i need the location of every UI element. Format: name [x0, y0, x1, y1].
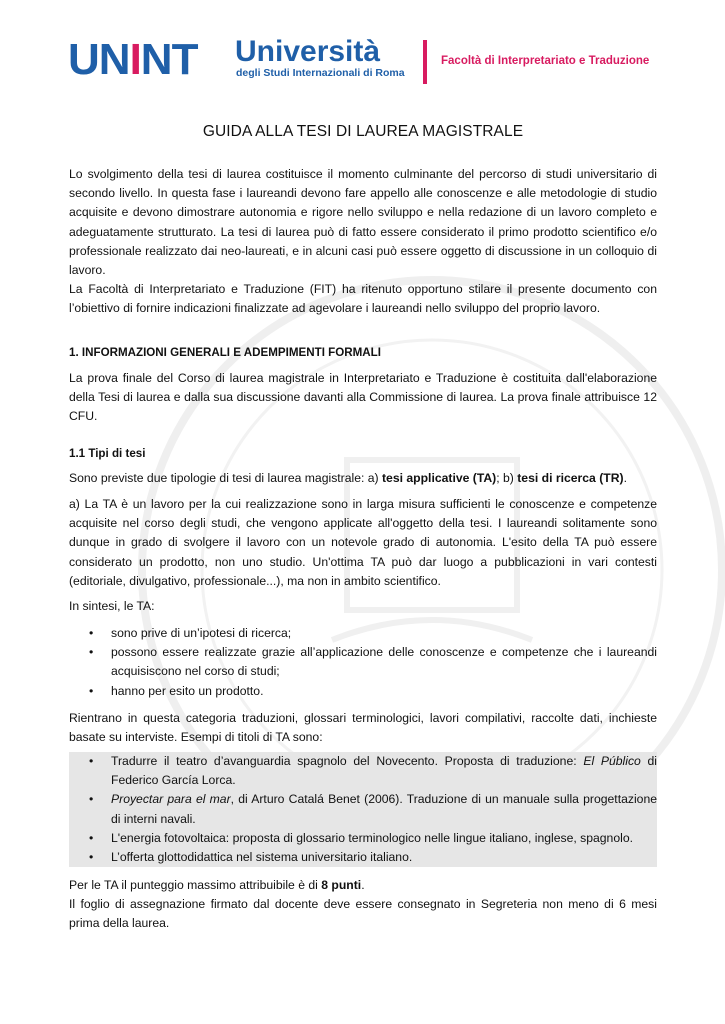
- intro-paragraph-1: Lo svolgimento della tesi di laurea costituisce il momento culminante del percorso di studi universitario di secondo livello. In questa fase i laureandi devono fare appello alle conoscenze e alle metodologie di studio acquisite e devono dimostrare autonomia e rigore nello sviluppo e nella redazione di un lavoro completo e adeguatamente strutturato. La tesi di laurea può di fatto essere considerato il primo prodotto scientifico e/o professionale realizzato dai neo-laureati, e in alcuni casi può essere oggetto di discussione in un colloquio di lavoro.: [69, 167, 657, 278]
- ta-label: tesi applicative (TA): [382, 471, 497, 485]
- list-item: • hanno per esito un prodotto.: [89, 683, 264, 698]
- university-subtitle: degli Studi Internazionali di Roma: [236, 67, 405, 79]
- tr-label: tesi di ricerca (TR): [517, 471, 624, 485]
- list-item: • Proyectar para el mar, di Arturo Catalá Benet (2006). Traduzione di un manuale sulla progettazione di interni navali.: [89, 792, 657, 826]
- summary-list: [69, 624, 657, 701]
- unint-logo: UNINT: [68, 35, 198, 84]
- list-item: • sono prive di un’ipotesi di ricerca;: [89, 626, 292, 640]
- thesis-types-line: Sono previste due tipologie di tesi di laurea magistrale: a) tesi applicative (TA); b) tesi di ricerca (TR).: [69, 471, 627, 485]
- header-divider: [423, 40, 427, 84]
- header: [68, 35, 668, 88]
- summary-lead: In sintesi, le TA:: [69, 599, 155, 613]
- section-1-title: 1. INFORMAZIONI GENERALI E ADEMPIMENTI FORMALI: [69, 346, 381, 359]
- examples-list: [69, 752, 657, 867]
- ta-description: a) La TA è un lavoro per la cui realizzazione sono in larga misura sufficienti le conoscenze e competenze acquisite nel corso degli studi, che vengono applicate all'oggetto della tesi. I laureandi solitamente sono dunque in grado di svolgere il lavoro con un notevole grado di autonomia. L'esito della TA può essere considerato un prodotto, non uno studio. Un'ottima TA può dar luogo a pubblicazioni in vari contesti (editoriale, divulgativo, professionale...), ma non in ambito scientifico.: [69, 497, 657, 588]
- list-item: • L’offerta glottodidattica nel sistema universitario italiano.: [89, 850, 413, 865]
- intro: [69, 165, 657, 319]
- university-logo-text: Università: [235, 35, 381, 68]
- intro-paragraph-2: La Facoltà di Interpretariato e Traduzione (FIT) ha ritenuto opportuno stilare il presente documento con l’obiettivo di fornire indicazioni finalizzate ad agevolare i laureandi nello sviluppo del proprio lavoro.: [69, 282, 657, 316]
- list-item: • L'energia fotovoltaica: proposta di glossario terminologico nelle lingue italiano, inglese, spagnolo.: [89, 830, 633, 845]
- score-line: Per le TA il punteggio massimo attribuibile è di 8 punti.: [69, 878, 365, 892]
- list-item: • Tradurre il teatro d’avanguardia spagnolo del Novecento. Proposta di traduzione: El Público di Federico García Lorca.: [89, 754, 658, 788]
- document-title: GUIDA ALLA TESI DI LAUREA MAGISTRALE: [202, 123, 524, 140]
- score-value: 8 punti: [321, 878, 362, 892]
- assignment-note: Il foglio di assegnazione firmato dal docente deve essere consegnato in Segreteria non meno di 6 mesi prima della laurea.: [69, 897, 657, 931]
- examples-lead: Rientrano in questa categoria traduzioni, glossari terminologici, lavori compilativi, raccolte dati, inchieste basate su interviste. Esempi di titoli di TA sono:: [69, 711, 657, 745]
- faculty-name: Facoltà di Interpretariato e Traduzione: [441, 55, 650, 67]
- section-1-paragraph: La prova finale del Corso di laurea magistrale in Interpretariato e Traduzione è costituita dall'elaborazione della Tesi di laurea e dalla sua discussione davanti alla Commissione di laurea. La prova finale attribuisce 12 CFU.: [69, 371, 657, 424]
- list-item: • possono essere realizzate grazie all’applicazione delle conoscenze e competenze che i laureandi acquisiscono nel corso di studi;: [89, 645, 657, 679]
- closing: [69, 876, 657, 934]
- section-1-1-title: 1.1 Tipi di tesi: [69, 447, 146, 460]
